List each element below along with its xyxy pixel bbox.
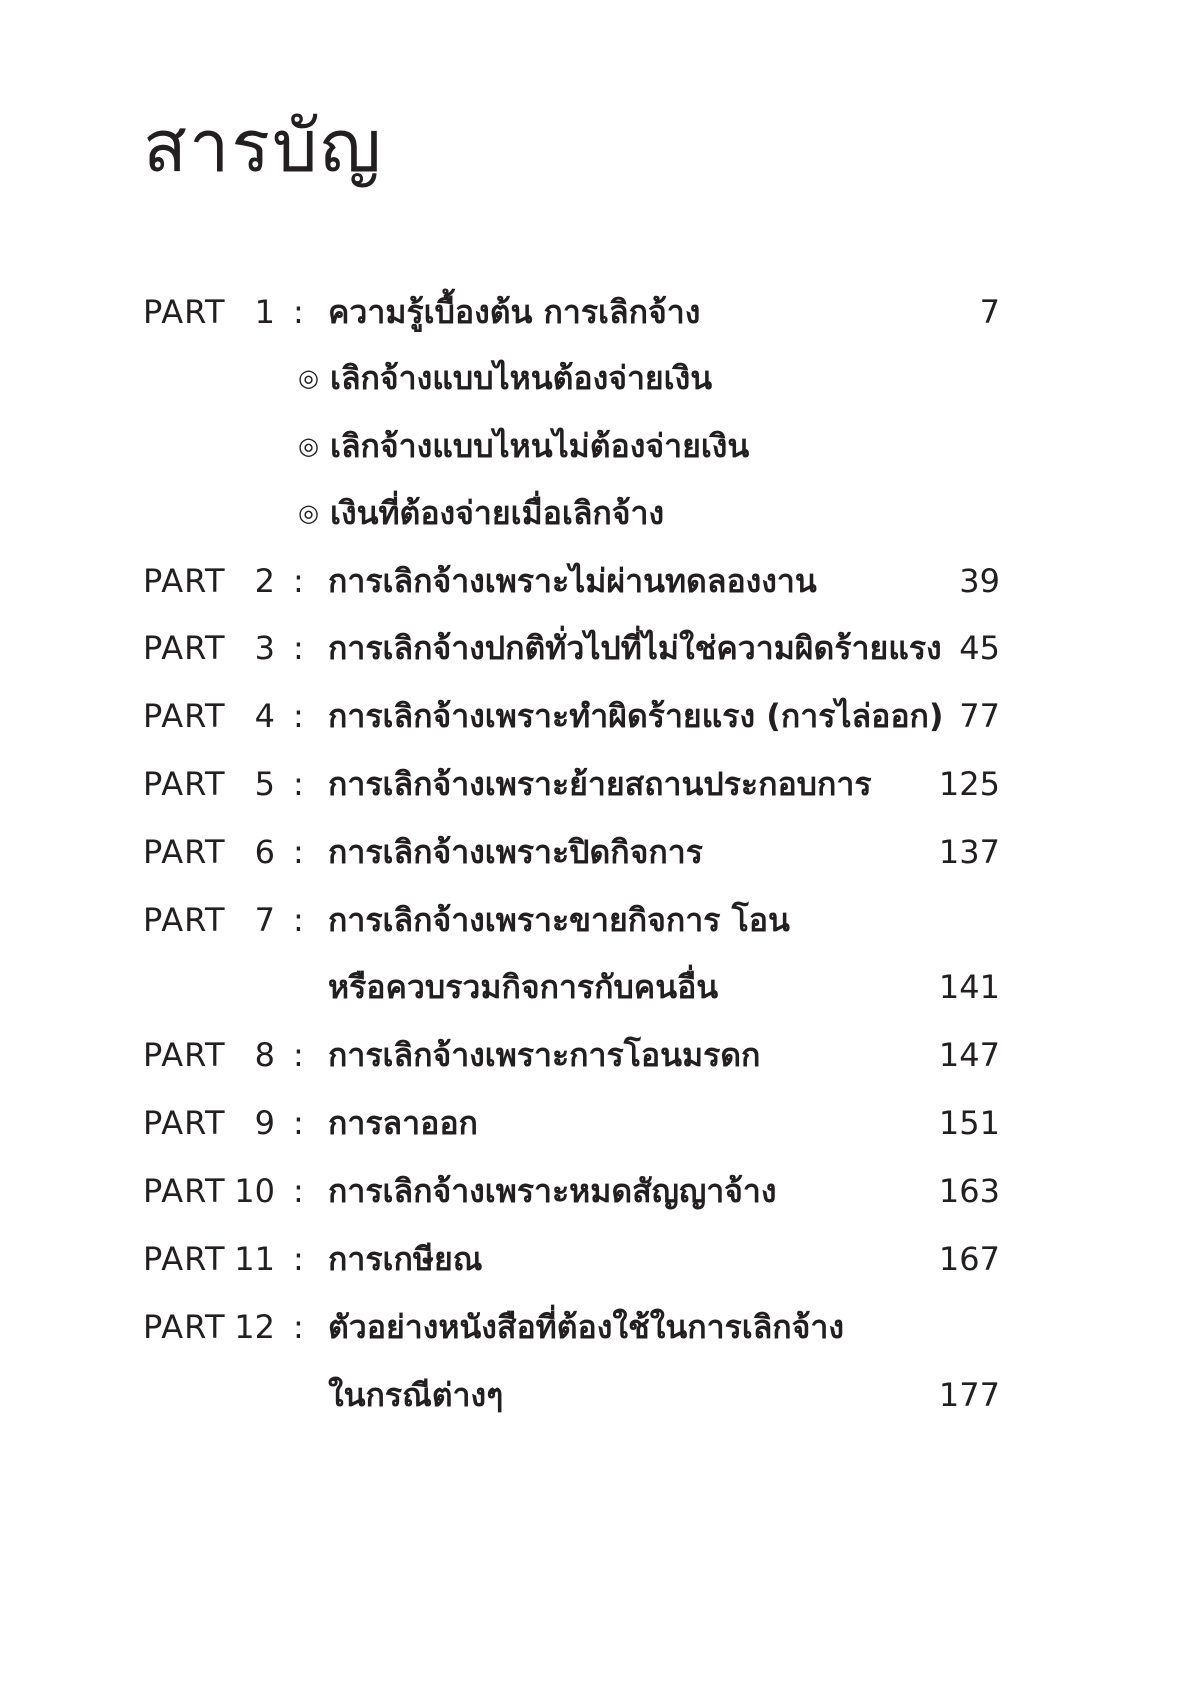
part-label: PART — [143, 1172, 226, 1210]
page-number: 137 — [938, 833, 1000, 871]
toc-entry-part-12-continuation[interactable] — [0, 1370, 1181, 1420]
part-number: 2 — [254, 562, 275, 600]
part-number: 5 — [254, 765, 275, 803]
page-number: 125 — [938, 765, 1000, 803]
toc-entry-part-7-continuation[interactable] — [0, 962, 1181, 1012]
toc-subitem[interactable] — [0, 488, 1181, 538]
entry-title: การเลิกจ้างเพราะขายกิจการ โอน — [328, 901, 790, 939]
part-number: 7 — [254, 901, 275, 939]
part-label: PART — [143, 901, 226, 939]
colon-separator: : — [293, 562, 304, 600]
part-label: PART — [143, 293, 226, 331]
toc-entry-part-11[interactable] — [0, 1234, 1181, 1284]
entry-title: การเลิกจ้างเพราะหมดสัญญาจ้าง — [328, 1172, 777, 1210]
entry-title: การเลิกจ้างเพราะไม่ผ่านทดลองงาน — [328, 562, 817, 600]
colon-separator: : — [293, 293, 304, 331]
subitem-title: เลิกจ้างแบบไหนต้องจ่ายเงิน — [330, 359, 713, 397]
page-number: 39 — [959, 562, 1000, 600]
colon-separator: : — [293, 1036, 304, 1074]
toc-subitem[interactable] — [0, 421, 1181, 471]
page-number: 7 — [979, 293, 1000, 331]
part-number: 3 — [254, 629, 275, 667]
colon-separator: : — [293, 629, 304, 667]
toc-subitem[interactable] — [0, 353, 1181, 403]
page-number: 177 — [938, 1376, 1000, 1414]
toc-entry-part-10[interactable] — [0, 1166, 1181, 1216]
subitem-title: เงินที่ต้องจ่ายเมื่อเลิกจ้าง — [330, 494, 665, 532]
part-label: PART — [143, 1036, 226, 1074]
bullet-icon: ◎ — [298, 499, 319, 527]
entry-title: การเลิกจ้างเพราะปิดกิจการ — [328, 833, 703, 871]
part-label: PART — [143, 562, 226, 600]
page-number: 77 — [959, 697, 1000, 735]
part-number: 10 — [234, 1172, 275, 1210]
subitem-title: เลิกจ้างแบบไหนไม่ต้องจ่ายเงิน — [330, 427, 750, 465]
colon-separator: : — [293, 1104, 304, 1142]
part-label: PART — [143, 1240, 226, 1278]
entry-title: การเลิกจ้างเพราะย้ายสถานประกอบการ — [328, 765, 872, 803]
entry-title-continuation: ในกรณีต่างๆ — [328, 1376, 504, 1414]
colon-separator: : — [293, 1240, 304, 1278]
toc-entry-part-7[interactable] — [0, 895, 1181, 945]
toc-entry-part-6[interactable] — [0, 827, 1181, 877]
entry-title: การเลิกจ้างปกติทั่วไปที่ไม่ใช่ความผิดร้ายแรง — [328, 629, 942, 667]
page-number: 151 — [938, 1104, 1000, 1142]
part-number: 12 — [234, 1308, 275, 1346]
part-number: 9 — [254, 1104, 275, 1142]
part-label: PART — [143, 1308, 226, 1346]
page-number: 163 — [938, 1172, 1000, 1210]
colon-separator: : — [293, 833, 304, 871]
part-number: 6 — [254, 833, 275, 871]
part-label: PART — [143, 697, 226, 735]
entry-title-continuation: หรือควบรวมกิจการกับคนอื่น — [328, 968, 719, 1006]
toc-entry-part-5[interactable] — [0, 759, 1181, 809]
entry-title: ความรู้เบื้องต้น การเลิกจ้าง — [328, 293, 701, 331]
page-number: 147 — [938, 1036, 1000, 1074]
bullet-icon: ◎ — [298, 364, 319, 392]
part-label: PART — [143, 833, 226, 871]
colon-separator: : — [293, 697, 304, 735]
toc-entry-part-2[interactable] — [0, 556, 1181, 606]
entry-title: การเกษียณ — [328, 1240, 483, 1278]
part-number: 8 — [254, 1036, 275, 1074]
part-label: PART — [143, 629, 226, 667]
toc-entry-part-8[interactable] — [0, 1030, 1181, 1080]
toc-entry-part-12[interactable] — [0, 1302, 1181, 1352]
entry-title: การเลิกจ้างเพราะการโอนมรดก — [328, 1036, 761, 1074]
page-number: 141 — [938, 968, 1000, 1006]
colon-separator: : — [293, 1308, 304, 1346]
entry-title: การเลิกจ้างเพราะทำผิดร้ายแรง (การไล่ออก) — [328, 697, 944, 735]
page-title: สารบัญ — [143, 104, 384, 188]
toc-entry-part-1[interactable] — [0, 287, 1181, 337]
part-number: 1 — [254, 293, 275, 331]
part-label: PART — [143, 765, 226, 803]
toc-entry-part-3[interactable] — [0, 623, 1181, 673]
bullet-icon: ◎ — [298, 432, 319, 460]
colon-separator: : — [293, 1172, 304, 1210]
part-number: 4 — [254, 697, 275, 735]
colon-separator: : — [293, 901, 304, 939]
toc-entry-part-9[interactable] — [0, 1098, 1181, 1148]
entry-title: ตัวอย่างหนังสือที่ต้องใช้ในการเลิกจ้าง — [328, 1308, 845, 1346]
part-label: PART — [143, 1104, 226, 1142]
entry-title: การลาออก — [328, 1104, 478, 1142]
page-number: 167 — [938, 1240, 1000, 1278]
toc-entry-part-4[interactable] — [0, 691, 1181, 741]
colon-separator: : — [293, 765, 304, 803]
page-number: 45 — [959, 629, 1000, 667]
part-number: 11 — [234, 1240, 275, 1278]
